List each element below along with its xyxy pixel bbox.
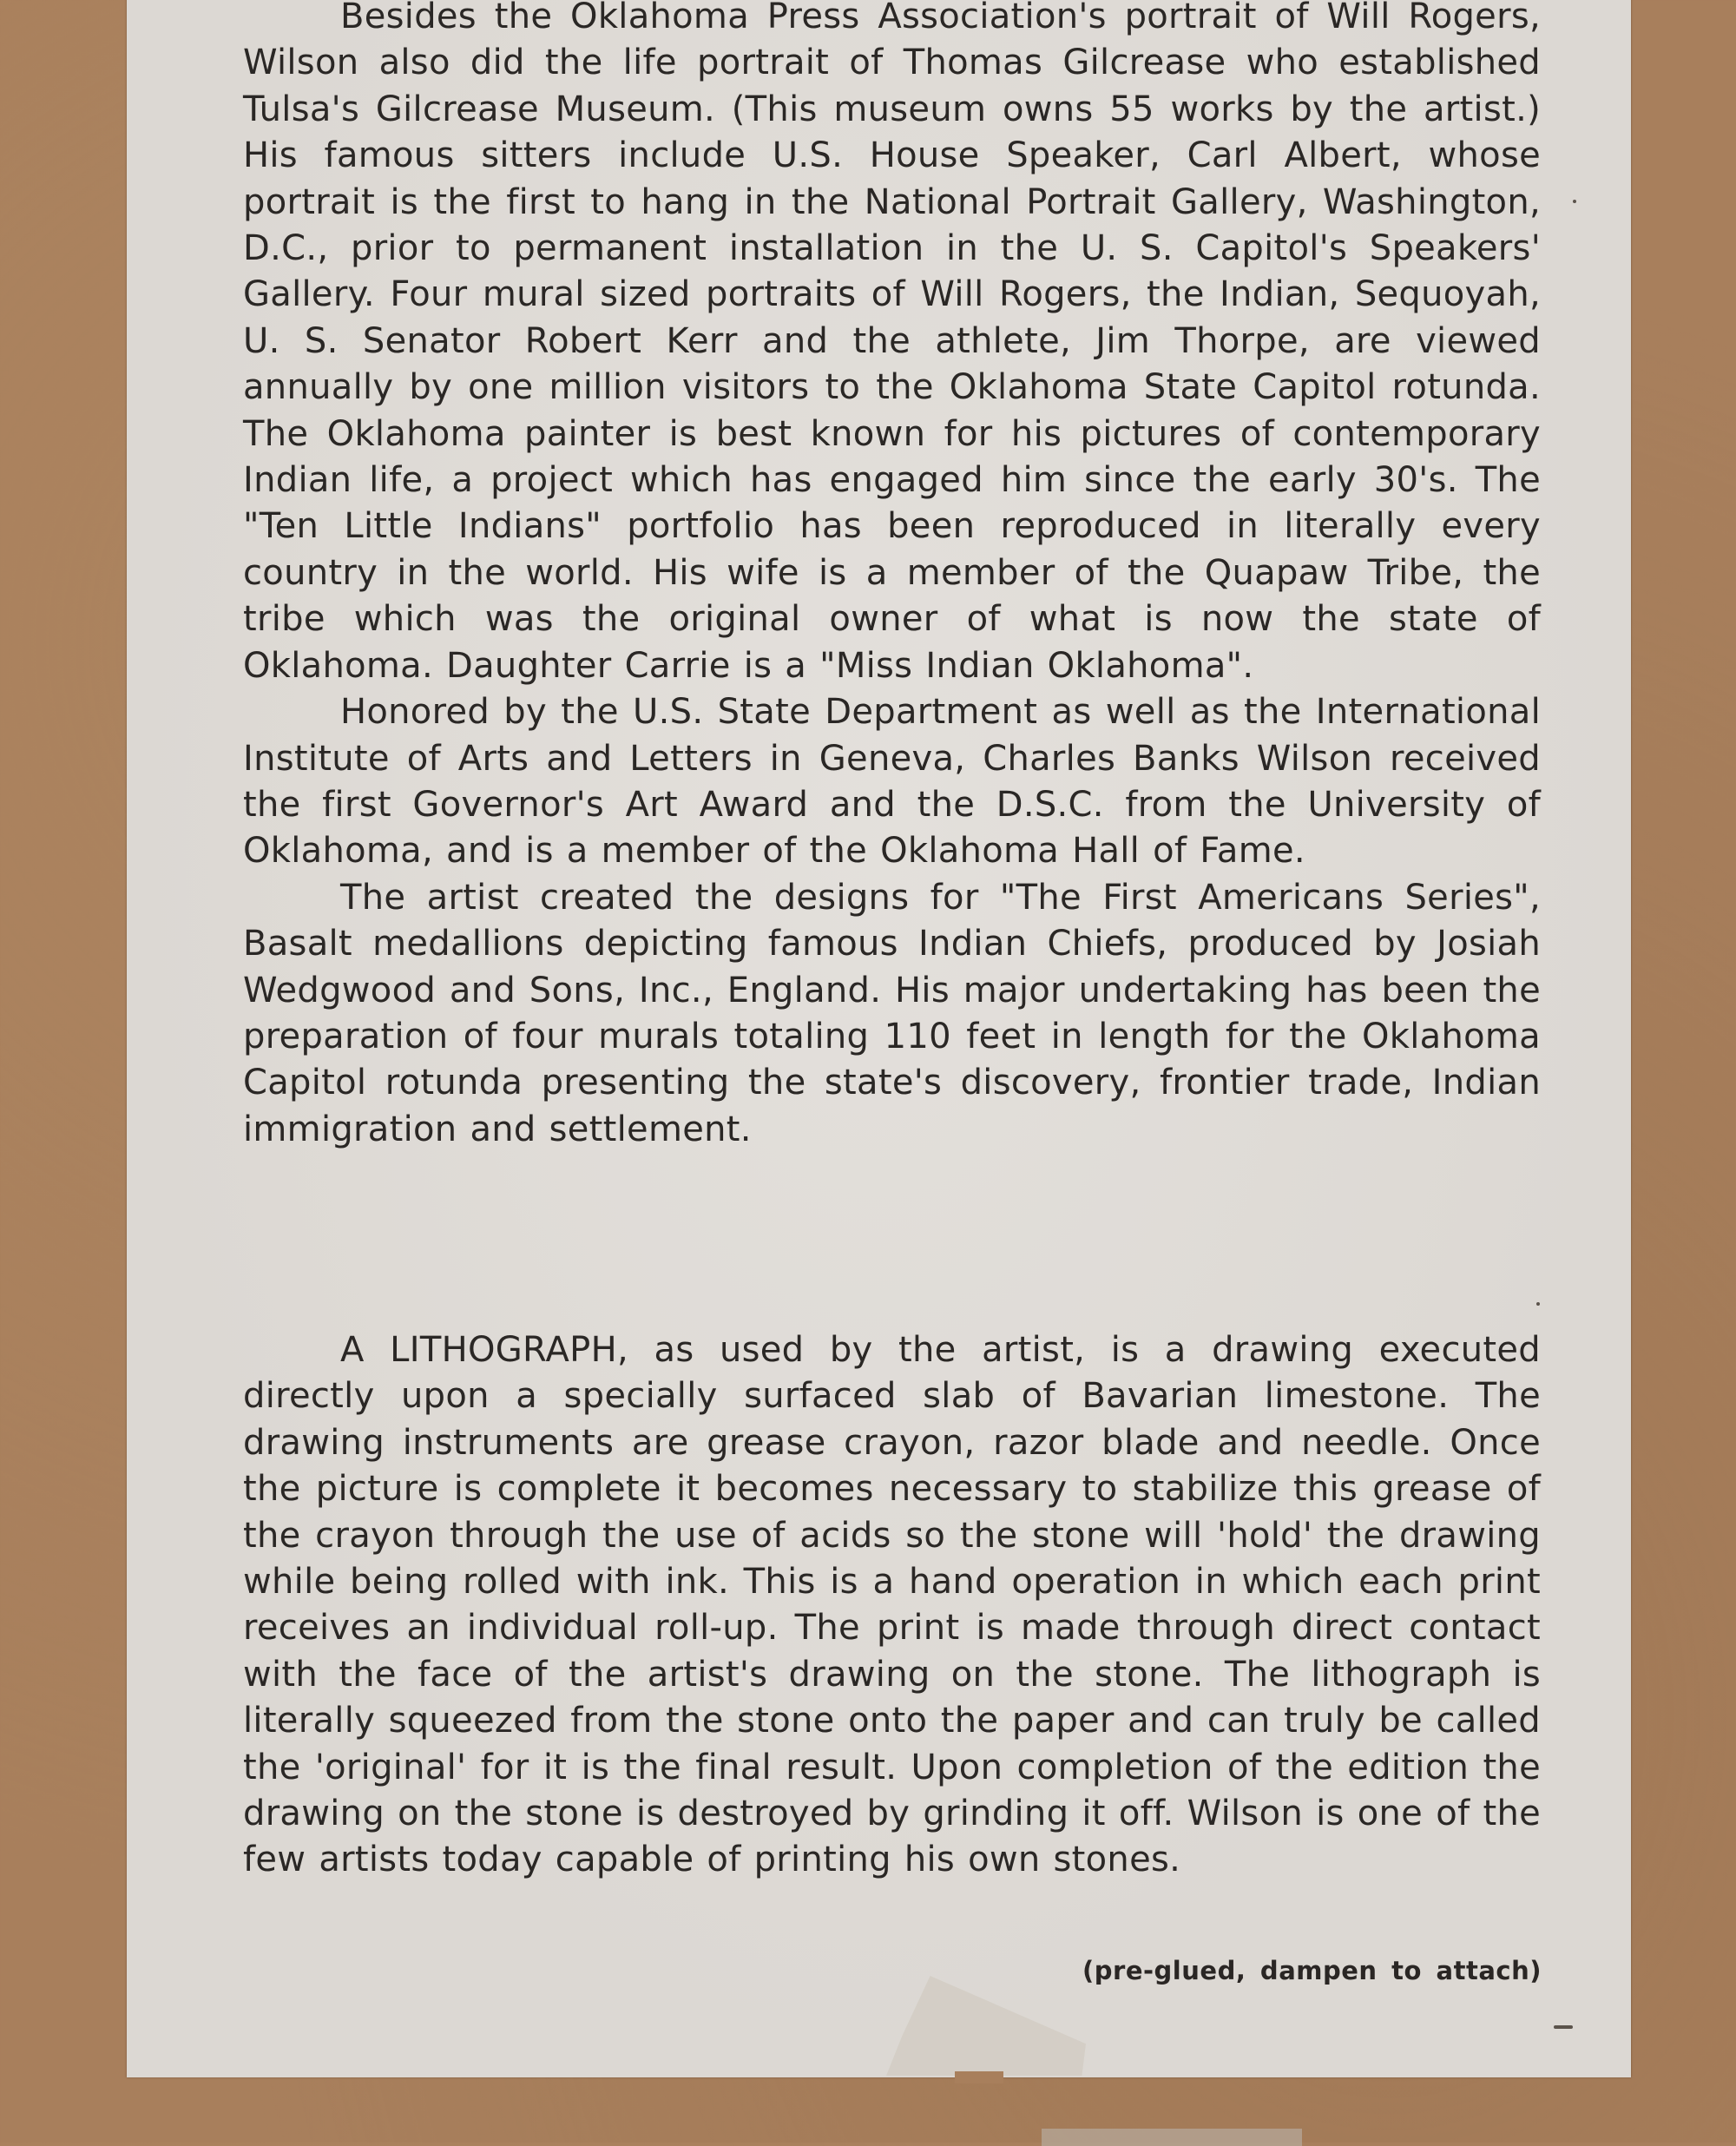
paragraph-designs-murals: The artist created the designs for "The First Americans Series", Basalt medallions depicting famous Indian Chiefs, produced by Josiah Wedgwood and Sons, Inc., England. His major undertaking has been the preparation of four murals totaling 110 feet in length for the Oklahoma Capitol rotunda presenting the state's discovery, frontier trade, Indian immigration and settlement.	[243, 877, 1541, 1149]
paper-speck	[1554, 2025, 1573, 2029]
paragraph-portraits: Besides the Oklahoma Press Association's portrait of Will Rogers, Wilson also did the life portrait of Thomas Gilcrease who established Tulsa's Gilcrease Museum. (This museum owns 55 works by the artist.) His famous sitters include U.S. House Speaker, Carl Albert, whose portrait is the first to hang in the National Portrait Gallery, Washington, D.C., prior to permanent installation in the U. S. Capitol's Speakers' Gallery. Four mural sized portraits of Will Rogers, the Indian, Sequoyah, U. S. Senator Robert Kerr and the athlete, Jim Thorpe, are viewed annually by one million visitors to the Oklahoma State Capitol rotunda. The Oklahoma painter is best known for his pictures of contemporary Indian life, a project which has engaged him since the early 30's. The "Ten Little Indians" portfolio has been reproduced in literally every country in the world. His wife is a member of the Quapaw Tribe, the tribe which was the original owner of what is now the state of Oklahoma. Daughter Carrie is a "Miss Indian Oklahoma".	[243, 0, 1541, 686]
paper-speck	[1536, 1302, 1540, 1306]
tape-strip	[1042, 2129, 1302, 2146]
lithograph-section	[243, 1327, 1541, 1884]
torn-paper-fragment	[886, 1976, 1086, 2076]
footer-note: (pre-glued, dampen to attach)	[1082, 1956, 1542, 1985]
biography-section	[243, 0, 1541, 1153]
paragraph-honors: Honored by the U.S. State Department as well as the International Institute of Arts and Letters in Geneva, Charles Banks Wilson received the first Governor's Art Award and the D.S.C. from the University of Oklahoma, and is a member of the Oklahoma Hall of Fame.	[243, 692, 1541, 872]
paper-speck	[1573, 200, 1576, 203]
paragraph-lithograph: A LITHOGRAPH, as used by the artist, is a drawing executed directly upon a specially surfaced slab of Bavarian limestone. The drawing instruments are grease crayon, razor blade and needle. Once the picture is complete it becomes necessary to stabilize this grease of the crayon through the use of acids so the stone will 'hold' the drawing while being rolled with ink. This is a hand operation in which each print receives an individual roll-up. The print is made through direct contact with the face of the artist's drawing on the stone. The lithograph is literally squeezed from the stone onto the paper and can truly be called the 'original' for it is the final result. Upon completion of the edition the drawing on the stone is destroyed by grinding it off. Wilson is one of the few artists today capable of printing his own stones.	[243, 1330, 1541, 1880]
paper-edge-notch	[955, 2071, 1003, 2083]
